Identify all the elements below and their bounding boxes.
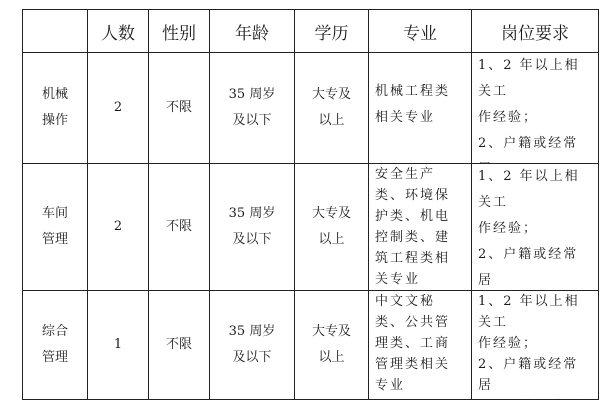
major-line: 专业 [375, 378, 406, 393]
requirements-cell [472, 291, 599, 400]
age-line: 及以下 [232, 350, 272, 365]
gender-cell: 不限 [149, 291, 210, 400]
header-count: 人数 [88, 10, 149, 53]
education-line: 以上 [318, 113, 345, 128]
header-gender: 性别 [149, 10, 210, 53]
major-line: 管理类相关 [375, 357, 451, 372]
major-line: 相关专业 [375, 110, 436, 125]
position-line: 机械 [41, 87, 68, 102]
education-line: 大专及 [311, 324, 351, 339]
header-major: 专业 [369, 10, 472, 53]
education-cell [295, 291, 369, 400]
gender-cell: 不限 [149, 164, 210, 291]
position-line: 管理 [41, 232, 68, 247]
major-line: 理类、工商 [375, 336, 451, 351]
major-cell [369, 53, 472, 164]
position-line: 管理 [41, 350, 68, 365]
requirements-line: 2、户籍或经常居 [478, 357, 579, 393]
age-cell [210, 291, 295, 400]
header-row [23, 10, 599, 53]
major-line: 中文文秘 [375, 294, 436, 309]
major-line: 关专业 [375, 272, 421, 287]
gender-cell: 不限 [149, 53, 210, 164]
education-cell [295, 164, 369, 291]
requirements-line: 1、2 年以上相关工 [478, 58, 580, 99]
age-line: 35 周岁 [228, 324, 276, 339]
major-line: 机械工程类 [375, 84, 451, 99]
header-requirements: 岗位要求 [472, 10, 599, 53]
requirements-line: 作经验； [478, 221, 539, 236]
header-age: 年龄 [210, 10, 295, 53]
count-cell: 1 [88, 291, 149, 400]
education-line: 大专及 [311, 87, 351, 102]
requirements-cell [472, 53, 599, 164]
age-line: 35 周岁 [228, 206, 276, 221]
education-line: 以上 [318, 232, 345, 247]
major-line: 护类、机电 [375, 209, 451, 224]
age-line: 35 周岁 [228, 87, 276, 102]
header-empty [23, 10, 88, 53]
requirements-line: 作经验； [478, 110, 539, 125]
requirements-line: 作经验； [478, 336, 539, 351]
job-requirements-table [22, 9, 599, 400]
major-line: 类、公共管 [375, 315, 451, 330]
requirements-line [478, 396, 592, 399]
position-line: 操作 [41, 113, 68, 128]
education-cell [295, 53, 369, 164]
position-line: 综合 [41, 324, 68, 339]
position-cell [23, 291, 88, 400]
position-cell [23, 53, 88, 164]
age-line: 及以下 [232, 113, 272, 128]
count-cell: 2 [88, 53, 149, 164]
requirements-line: 2、户籍或经常 [478, 136, 579, 151]
major-line: 控制类、建 [375, 230, 451, 245]
header-education: 学历 [295, 10, 369, 53]
position-line: 车间 [41, 206, 68, 221]
count-cell: 2 [88, 164, 149, 291]
requirements-line: 2、户籍或经常居 [478, 247, 579, 288]
table-row [23, 53, 599, 164]
requirements-line: 1、2 年以上相关工 [478, 294, 580, 330]
major-line: 筑工程类相 [375, 251, 451, 266]
education-line: 大专及 [311, 206, 351, 221]
age-cell [210, 53, 295, 164]
major-line: 类、环境保 [375, 188, 451, 203]
requirements-line: 1、2 年以上相关工 [478, 169, 580, 210]
table-row [23, 291, 599, 400]
table-row [23, 164, 599, 291]
position-cell [23, 164, 88, 291]
education-line: 以上 [318, 350, 345, 365]
major-line: 安全生产 [375, 167, 436, 182]
major-cell [369, 164, 472, 291]
major-cell [369, 291, 472, 400]
age-line: 及以下 [232, 232, 272, 247]
age-cell [210, 164, 295, 291]
requirements-cell [472, 164, 599, 291]
